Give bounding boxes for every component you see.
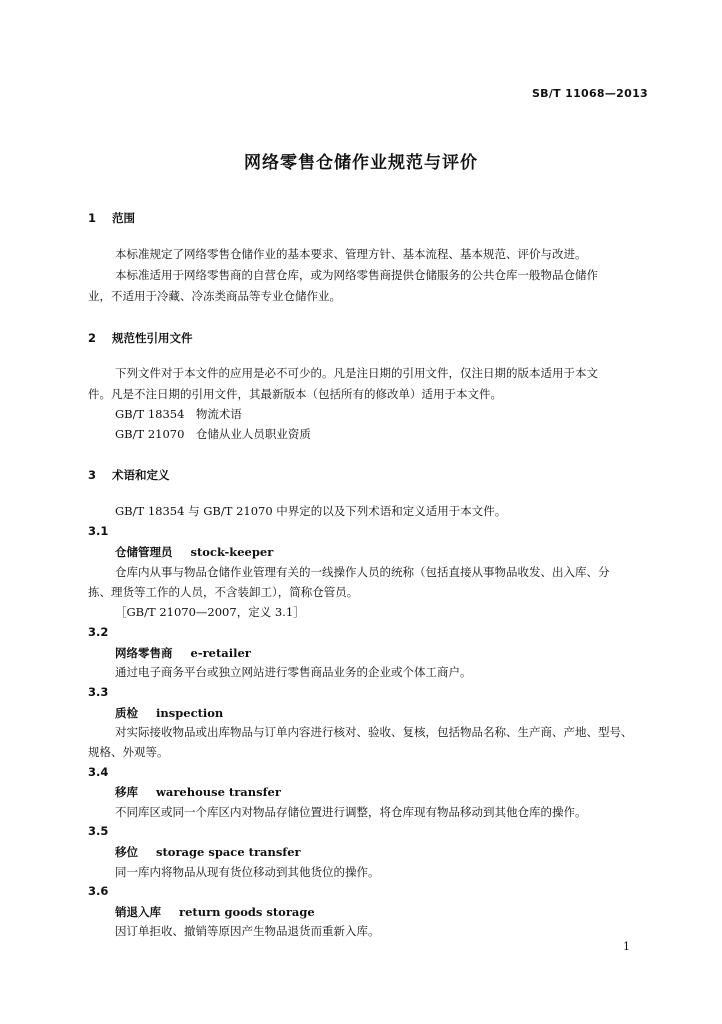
term-english: storage space transfer <box>156 845 301 859</box>
term-number: 3.3 <box>88 685 109 699</box>
paragraph-line: 本标准适用于网络零售商的自营仓库，或为网络零售商提供仓储服务的公共仓库一般物品仓储作 <box>115 268 598 282</box>
section-title: 规范性引用文件 <box>112 331 193 345</box>
term-definition-line: 因订单拒收、撤销等原因产生物品退货而重新入库。 <box>115 924 380 938</box>
term-number: 3.2 <box>88 625 109 639</box>
standard-code: SB/T 11068—2013 <box>531 87 648 100</box>
term-definition-line: 通过电子商务平台或独立网站进行零售商品业务的企业或个体工商户。 <box>115 665 472 679</box>
paragraph-line: 本标准规定了网络零售仓储作业的基本要求、管理方针、基本流程、基本规范、评价与改进。 <box>115 247 587 261</box>
term-chinese: 质检 <box>115 706 138 720</box>
term-chinese: 移库 <box>115 785 138 799</box>
term-number: 3.4 <box>88 765 109 779</box>
term-number: 3.6 <box>88 884 109 898</box>
term-definition-line: 仓库内从事与物品仓储作业管理有关的一线操作人员的统称（包括直接从事物品收发、出入库、分 <box>115 565 610 579</box>
reference-item: GB/T 21070 仓储从业人员职业资质 <box>115 427 311 441</box>
section-number: 2 <box>88 331 97 345</box>
section-heading-terms <box>88 467 170 483</box>
term-english: warehouse transfer <box>156 785 281 799</box>
term-definition-line: 拣、理货等工作的人员，不含装卸工），简称仓管员。 <box>88 585 359 599</box>
term-heading <box>115 705 223 721</box>
section-number: 1 <box>88 211 97 225</box>
page-number: 1 <box>623 940 630 953</box>
term-heading <box>115 645 251 661</box>
term-chinese: 网络零售商 <box>115 646 173 660</box>
term-chinese: 移位 <box>115 845 138 859</box>
section-title: 范围 <box>112 211 136 225</box>
paragraph-line: 业，不适用于冷藏、冷冻类商品等专业仓储作业。 <box>88 289 341 303</box>
term-source-reference: ［GB/T 21070—2007，定义 3.1］ <box>115 605 305 619</box>
term-definition-line: 规格、外观等。 <box>88 745 169 759</box>
term-heading <box>115 904 315 920</box>
term-english: inspection <box>156 706 224 720</box>
paragraph-line: 件。凡是不注日期的引用文件，其最新版本（包括所有的修改单）适用于本文件。 <box>88 387 502 401</box>
term-chinese: 销退入库 <box>115 905 161 919</box>
term-number: 3.5 <box>88 824 109 838</box>
section-number: 3 <box>88 468 97 482</box>
term-english: return goods storage <box>179 905 315 919</box>
term-number: 3.1 <box>88 524 109 538</box>
section-title: 术语和定义 <box>112 468 170 482</box>
paragraph-line: 下列文件对于本文件的应用是必不可少的。凡是注日期的引用文件，仅注日期的版本适用于本文 <box>115 366 598 380</box>
term-heading <box>115 844 301 860</box>
reference-item: GB/T 18354 物流术语 <box>115 407 242 421</box>
term-english: e-retailer <box>190 646 251 660</box>
term-heading <box>115 544 273 560</box>
term-chinese: 仓储管理员 <box>115 545 173 559</box>
term-definition-line: 不同库区或同一个库区内对物品存储位置进行调整，将仓库现有物品移动到其他仓库的操作。 <box>115 805 587 819</box>
section-heading-normative-references <box>88 330 193 346</box>
term-english: stock-keeper <box>190 545 274 559</box>
term-definition-line: 同一库内将物品从现有货位移动到其他货位的操作。 <box>115 865 380 879</box>
paragraph-line: GB/T 18354 与 GB/T 21070 中界定的以及下列术语和定义适用于本文件。 <box>115 504 507 518</box>
document-title: 网络零售仓储作业规范与评价 <box>244 153 478 173</box>
section-heading-scope <box>88 210 135 226</box>
term-heading <box>115 784 281 800</box>
term-definition-line: 对实际接收物品或出库物品与订单内容进行核对、验收、复核，包括物品名称、生产商、产地、型号、 <box>115 725 633 739</box>
